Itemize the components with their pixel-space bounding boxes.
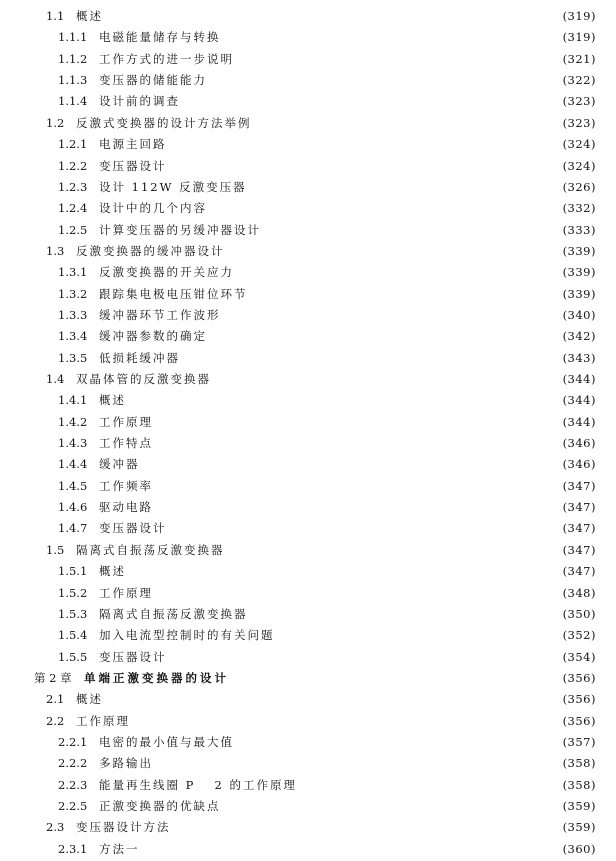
toc-entry-page: (333): [562, 222, 596, 237]
toc-entry[interactable]: [0, 134, 616, 155]
toc-entry-title: 缓冲器环节工作波形: [99, 307, 221, 322]
toc-entry-title: 变压器设计方法: [76, 820, 171, 835]
toc-entry-title: 缓冲器参数的确定: [99, 329, 207, 344]
toc-entry-number: 2.2.2: [58, 756, 88, 771]
toc-entry-number: 1.2.5: [58, 222, 88, 237]
toc-entry-number: 2.2.1: [58, 734, 88, 749]
toc-entry-title: 设计前的调查: [99, 94, 180, 109]
toc-entry[interactable]: [0, 113, 616, 134]
toc-entry-page: (324): [562, 137, 596, 152]
toc-entry[interactable]: [0, 796, 616, 817]
toc-entry-number: 1.5.1: [58, 564, 88, 579]
toc-entry-number: 2.3: [46, 820, 65, 835]
toc-entry-number: 1.4.2: [58, 414, 88, 429]
toc-entry[interactable]: [0, 390, 616, 411]
toc-entry-number: 1.2.3: [58, 179, 88, 194]
toc-entry[interactable]: [0, 284, 616, 305]
toc-entry-number: 1.3.5: [58, 350, 88, 365]
toc-entry-title: 工作特点: [99, 436, 153, 450]
toc-entry-number: 1.5.3: [58, 606, 88, 621]
toc-entry[interactable]: [0, 732, 616, 753]
toc-entry[interactable]: [0, 262, 616, 283]
toc-entry-number: 1.2.4: [58, 201, 88, 216]
toc-entry[interactable]: [0, 839, 616, 860]
toc-entry-page: (358): [562, 756, 596, 771]
toc-entry-number: 2.2.5: [58, 799, 88, 813]
toc-entry-page: (357): [562, 734, 596, 749]
toc-entry-page: (319): [562, 30, 596, 45]
toc-entry-number: 2.2: [46, 713, 65, 728]
toc-entry[interactable]: [0, 817, 616, 838]
toc-entry-page: (332): [562, 201, 596, 216]
toc-entry[interactable]: [0, 518, 616, 539]
toc-entry-number: 1.5.2: [58, 585, 88, 600]
toc-entry-page: (339): [562, 286, 596, 301]
toc-entry[interactable]: [0, 753, 616, 774]
toc-entry-title: 概述: [76, 9, 103, 23]
toc-entry-number: 1.3.3: [58, 307, 88, 322]
toc-entry-title: 工作原理: [99, 585, 153, 600]
toc-entry-number: 1.3.2: [58, 286, 88, 301]
toc-chapter-entry[interactable]: [0, 668, 616, 689]
toc-entry-title: 工作方式的进一步说明: [99, 51, 234, 66]
toc-entry-page: (340): [562, 307, 596, 322]
toc-entry[interactable]: [0, 540, 616, 561]
toc-entry-number: 第 2 章: [34, 670, 72, 685]
toc-entry-page: (356): [562, 713, 596, 728]
toc-entry-page: (344): [562, 393, 596, 408]
toc-entry-number: 1.4.6: [58, 500, 88, 515]
toc-entry-title: 反激变换器的缓冲器设计: [76, 243, 225, 258]
toc-entry[interactable]: [0, 241, 616, 262]
toc-entry-page: (326): [562, 179, 596, 194]
toc-entry-title: 隔离式自振荡反激变换器: [76, 542, 225, 557]
toc-entry-title: 跟踪集电极电压钳位环节: [99, 286, 248, 301]
toc-entry-number: 1.3.4: [58, 329, 88, 344]
toc-entry-number: 1.4.5: [58, 478, 88, 493]
toc-entry-title: 工作原理: [76, 713, 130, 728]
toc-entry-number: 1.1.1: [58, 30, 88, 45]
toc-entry[interactable]: [0, 647, 616, 668]
toc-entry-number: 1.1.2: [58, 51, 88, 66]
toc-entry-title: 反激式变换器的设计方法举例: [76, 115, 252, 130]
toc-entry-title: 变压器设计: [99, 158, 167, 173]
toc-entry-number: 1.1.4: [58, 94, 88, 109]
toc-entry-page: (354): [562, 649, 596, 664]
toc-entry[interactable]: [0, 497, 616, 518]
toc-entry[interactable]: [0, 326, 616, 347]
toc-entry-title: 概述: [99, 564, 126, 579]
toc-entry-number: 1.2.1: [58, 137, 88, 152]
toc-entry-title: 变压器设计: [99, 649, 167, 664]
toc-entry[interactable]: [0, 27, 616, 48]
toc-entry-number: 1.5.5: [58, 649, 88, 664]
toc-entry-title: 电源主回路: [99, 137, 167, 152]
toc-entry-title: 设计中的几个内容: [99, 201, 207, 216]
toc-entry-number: 1.1.3: [58, 73, 88, 88]
toc-entry-page: (356): [562, 670, 596, 685]
toc-entry[interactable]: [0, 305, 616, 326]
toc-entry-page: (347): [562, 564, 596, 579]
toc-entry-title: 变压器设计: [99, 521, 167, 536]
toc-entry[interactable]: [0, 369, 616, 390]
toc-entry-title: 工作原理: [99, 414, 153, 429]
toc-entry-title: 单端正激变换器的设计: [84, 670, 229, 685]
toc-entry-page: (344): [562, 414, 596, 429]
toc-entry-page: (350): [562, 606, 596, 621]
toc-entry-page: (324): [562, 158, 596, 173]
toc-entry-page: (321): [562, 51, 596, 66]
toc-entry-title: 驱动电路: [99, 500, 153, 515]
toc-entry-number: 1.3.1: [58, 265, 88, 280]
toc-entry-title: 反激变换器的开关应力: [99, 265, 234, 280]
toc-entry-page: (319): [562, 9, 596, 23]
toc-entry-title: 低损耗缓冲器: [99, 350, 180, 365]
toc-entry-number: 1.4.1: [58, 393, 88, 408]
toc-entry[interactable]: [0, 412, 616, 433]
toc-entry-page: (358): [562, 777, 596, 792]
toc-entry-title: 方法一: [99, 841, 140, 856]
toc-entry-number: 1.4.7: [58, 521, 88, 536]
toc-entry-title: 变压器的储能能力: [99, 73, 207, 88]
toc-entry-page: (339): [562, 243, 596, 258]
toc-entry-title: 隔离式自振荡反激变换器: [99, 606, 248, 621]
toc-entry[interactable]: [0, 711, 616, 732]
toc-entry-number: 2.2.3: [58, 777, 88, 792]
toc-entry-page: (339): [562, 265, 596, 280]
toc-entry-title: 电密的最小值与最大值: [99, 734, 234, 749]
toc-entry-number: 2.3.1: [58, 841, 88, 856]
toc-entry-number: 1.1: [46, 9, 65, 23]
toc-entry[interactable]: [0, 70, 616, 91]
toc-entry[interactable]: [0, 454, 616, 475]
toc-entry-title: 多路输出: [99, 756, 153, 771]
toc-entry-page: (359): [562, 799, 596, 813]
toc-entry-page: (348): [562, 585, 596, 600]
toc-entry-page: (346): [562, 436, 596, 450]
toc-entry-page: (322): [562, 73, 596, 88]
toc-entry-number: 1.4: [46, 372, 65, 386]
toc-entry-number: 1.3: [46, 243, 65, 258]
toc-entry[interactable]: [0, 583, 616, 604]
toc-entry-number: 1.2.2: [58, 158, 88, 173]
toc-entry[interactable]: [0, 6, 616, 27]
toc-entry[interactable]: [0, 625, 616, 646]
toc-entry-title: 电磁能量储存与转换: [99, 30, 221, 45]
toc-entry-number: 1.2: [46, 115, 65, 130]
toc-entry[interactable]: [0, 91, 616, 112]
toc-entry-page: (342): [562, 329, 596, 344]
toc-entry-title: 概述: [99, 393, 126, 408]
toc-entry[interactable]: [0, 476, 616, 497]
toc-entry-page: (346): [562, 457, 596, 472]
toc-entry[interactable]: [0, 156, 616, 177]
toc-entry-page: (343): [562, 350, 596, 365]
toc-entry-title: 双晶体管的反激变换器: [76, 372, 211, 386]
toc-entry-page: (344): [562, 372, 596, 386]
toc-entry[interactable]: [0, 561, 616, 582]
toc-entry[interactable]: [0, 433, 616, 454]
toc-entry-number: 1.4.4: [58, 457, 88, 472]
toc-entry[interactable]: [0, 689, 616, 710]
toc-entry[interactable]: [0, 775, 616, 796]
toc-entry[interactable]: [0, 177, 616, 198]
toc-entry-title: 计算变压器的另缓冲器设计: [99, 222, 261, 237]
toc-entry-page: (360): [562, 841, 596, 856]
toc-entry-number: 2.1: [46, 692, 65, 707]
toc-entry-page: (347): [562, 500, 596, 515]
toc-entry-page: (356): [562, 692, 596, 707]
toc-entry-title: 缓冲器: [99, 457, 140, 472]
toc-entry-title: 能量再生线圈 P 2 的工作原理: [99, 777, 298, 792]
toc-entry-page: (352): [562, 628, 596, 643]
toc-entry[interactable]: [0, 604, 616, 625]
toc-entry[interactable]: [0, 348, 616, 369]
toc-entry-number: 1.4.3: [58, 436, 88, 450]
toc-entry-title: 设计 112W 反激变压器: [99, 179, 247, 194]
toc-entry-title: 加入电流型控制时的有关问题: [99, 628, 275, 643]
toc-entry[interactable]: [0, 220, 616, 241]
toc-entry[interactable]: [0, 49, 616, 70]
toc-entry[interactable]: [0, 198, 616, 219]
toc-entry-title: 正激变换器的优缺点: [99, 799, 221, 813]
toc-entry-page: (323): [562, 94, 596, 109]
toc-entry-page: (347): [562, 478, 596, 493]
toc-entry-page: (359): [562, 820, 596, 835]
toc-entry-title: 工作频率: [99, 478, 153, 493]
toc-entry-number: 1.5: [46, 542, 65, 557]
toc-entry-number: 1.5.4: [58, 628, 88, 643]
toc-entry-page: (347): [562, 542, 596, 557]
toc-entry-page: (347): [562, 521, 596, 536]
toc-entry-page: (323): [562, 115, 596, 130]
toc-entry-title: 概述: [76, 692, 103, 707]
